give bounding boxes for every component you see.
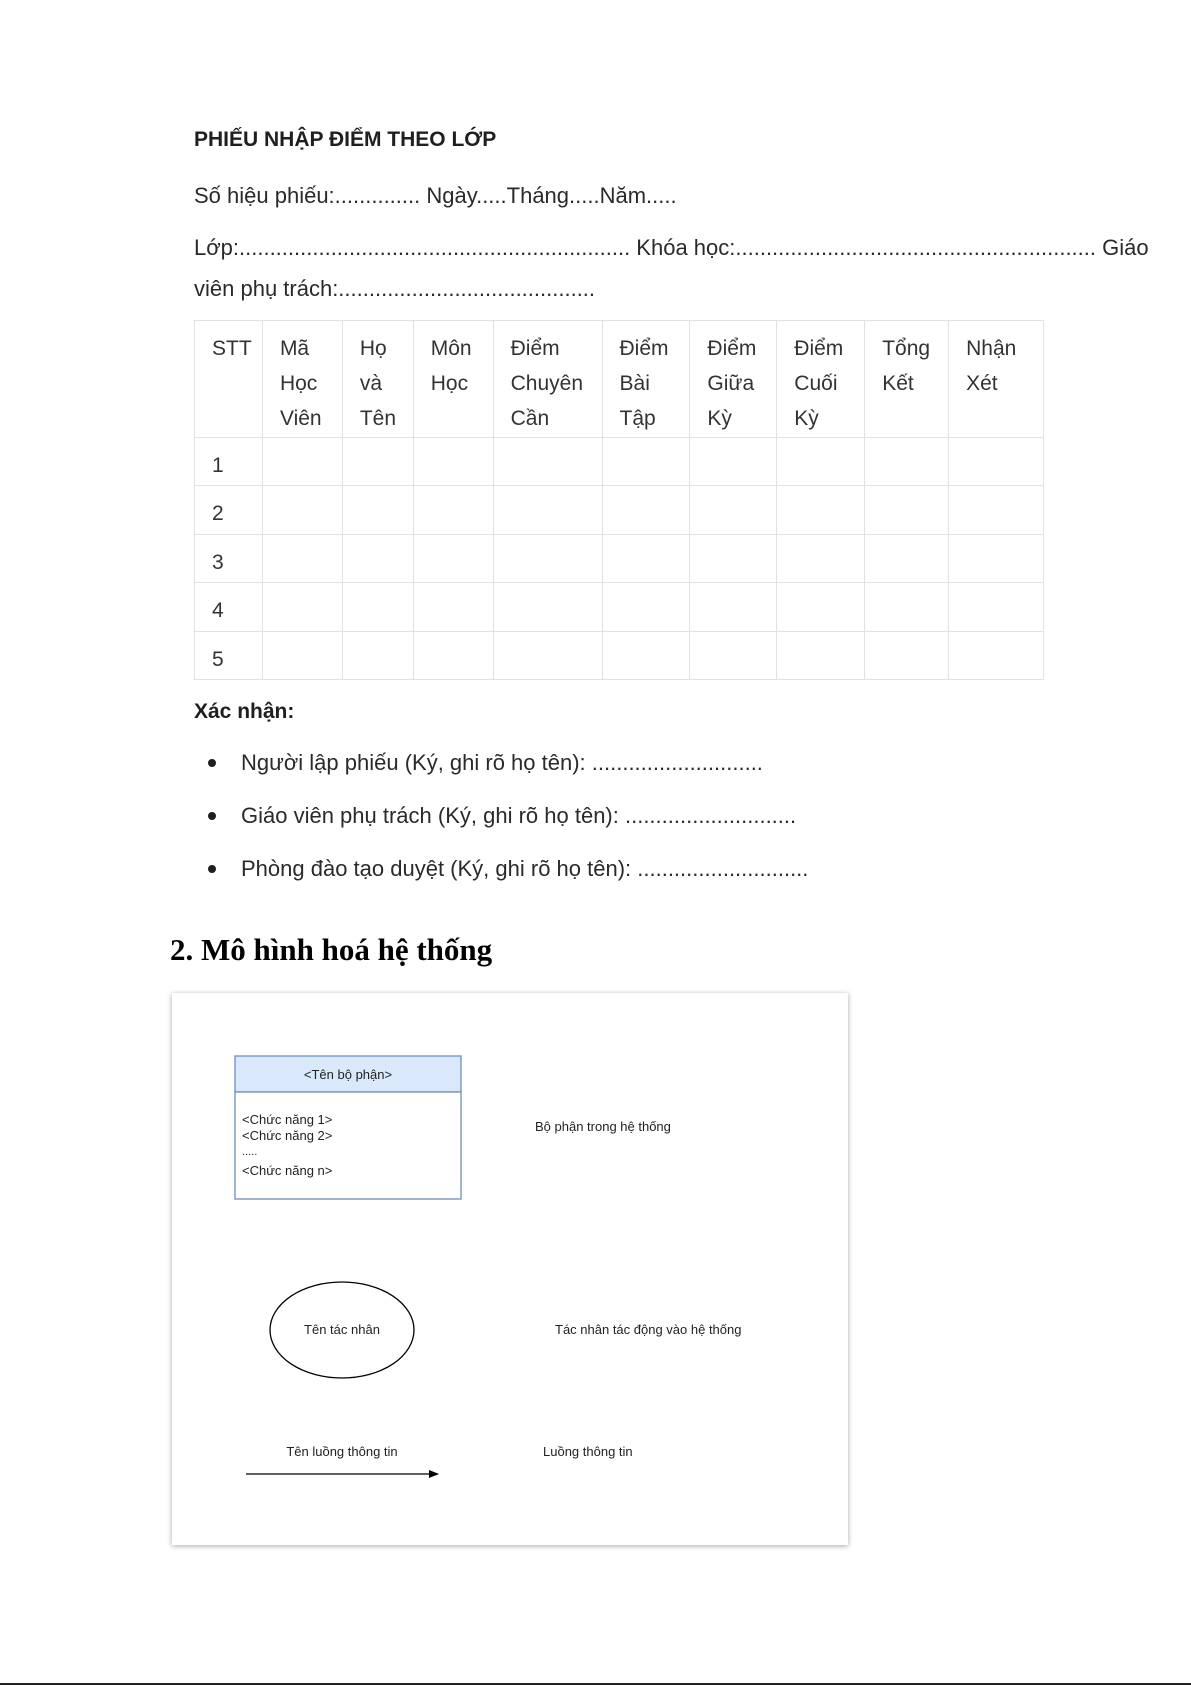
table-cell[interactable] (262, 583, 342, 631)
confirm-title: Xác nhận: (194, 700, 295, 723)
department-description: Bộ phận trong hệ thống (535, 1119, 671, 1134)
header-midterm-score: Điểm Giữa Kỳ (690, 321, 777, 438)
form-id-date-line: Số hiệu phiếu:.............. Ngày.....Tháng.....Năm..... (194, 183, 677, 208)
table-cell[interactable] (865, 631, 949, 679)
table-cell[interactable] (777, 438, 865, 486)
row-number: 1 (195, 438, 263, 486)
table-cell[interactable] (690, 486, 777, 534)
row-number: 4 (195, 583, 263, 631)
header-attendance-score: Điểm Chuyên Cần (493, 321, 602, 438)
table-cell[interactable] (690, 438, 777, 486)
table-cell[interactable] (493, 438, 602, 486)
table-cell[interactable] (602, 438, 690, 486)
table-cell[interactable] (342, 583, 413, 631)
list-item (194, 803, 808, 856)
table-cell[interactable] (342, 631, 413, 679)
table-cell[interactable] (690, 631, 777, 679)
department-function-n: <Chức năng n> (242, 1163, 333, 1178)
row-number: 3 (195, 534, 263, 582)
table-cell[interactable] (949, 534, 1044, 582)
bullet-icon (208, 865, 216, 873)
table-cell[interactable] (865, 534, 949, 582)
table-cell[interactable] (493, 631, 602, 679)
row-number: 2 (195, 486, 263, 534)
confirm-item-creator: Người lập phiếu (Ký, ghi rõ họ tên): ............................ (241, 750, 763, 775)
table-cell[interactable] (262, 486, 342, 534)
table-cell[interactable] (865, 438, 949, 486)
confirm-list (194, 750, 808, 909)
table-cell[interactable] (493, 486, 602, 534)
table-cell[interactable] (865, 486, 949, 534)
table-cell[interactable] (262, 631, 342, 679)
department-function-ellipsis: ..... (242, 1146, 258, 1158)
table-cell[interactable] (413, 534, 493, 582)
form-title: PHIẾU NHẬP ĐIỂM THEO LỚP (194, 128, 497, 151)
table-row (195, 486, 1044, 534)
table-cell[interactable] (777, 486, 865, 534)
form-class-course-line: Lớp:................................................................ Khóa học:........................................................... Giáo (194, 235, 1149, 260)
grade-entry-table (194, 320, 1044, 680)
header-student-code: Mã Học Viên (262, 321, 342, 438)
bullet-icon (208, 759, 216, 767)
header-remark: Nhận Xét (949, 321, 1044, 438)
department-box-body (235, 1092, 461, 1199)
row-number: 5 (195, 631, 263, 679)
table-cell[interactable] (602, 534, 690, 582)
confirm-item-training-office: Phòng đào tạo duyệt (Ký, ghi rõ họ tên): ............................ (241, 856, 809, 881)
actor-description: Tác nhân tác động vào hệ thống (555, 1322, 742, 1337)
department-function-1: <Chức năng 1> (242, 1112, 333, 1127)
table-row (195, 583, 1044, 631)
table-cell[interactable] (777, 631, 865, 679)
table-cell[interactable] (493, 534, 602, 582)
table-cell[interactable] (777, 583, 865, 631)
table-cell[interactable] (413, 631, 493, 679)
list-item (194, 856, 808, 909)
table-cell[interactable] (413, 486, 493, 534)
table-cell[interactable] (949, 631, 1044, 679)
bullet-icon (208, 812, 216, 820)
department-box-title: <Tên bộ phận> (303, 1067, 393, 1082)
table-row (195, 438, 1044, 486)
header-full-name: Họ và Tên (342, 321, 413, 438)
actor-label: Tên tác nhân (304, 1322, 380, 1337)
flow-label: Tên luồng thông tin (286, 1444, 398, 1459)
table-cell[interactable] (602, 631, 690, 679)
table-cell[interactable] (262, 534, 342, 582)
table-cell[interactable] (949, 438, 1044, 486)
table-cell[interactable] (777, 534, 865, 582)
diagram-legend (172, 993, 848, 1545)
table-row (195, 631, 1044, 679)
diagram-svg (172, 993, 848, 1545)
table-cell[interactable] (865, 583, 949, 631)
flow-description: Luồng thông tin (543, 1444, 633, 1459)
table-header-row (195, 321, 1044, 438)
header-subject: Môn Học (413, 321, 493, 438)
header-homework-score: Điểm Bài Tập (602, 321, 690, 438)
table-cell[interactable] (493, 583, 602, 631)
table-row (195, 534, 1044, 582)
table-cell[interactable] (690, 583, 777, 631)
form-teacher-line: viên phụ trách:.......................................... (194, 276, 596, 301)
table-cell[interactable] (342, 438, 413, 486)
table-cell[interactable] (602, 583, 690, 631)
list-item (194, 750, 808, 803)
header-stt: STT (195, 321, 263, 438)
header-final-score: Điểm Cuối Kỳ (777, 321, 865, 438)
table-cell[interactable] (413, 583, 493, 631)
department-function-2: <Chức năng 2> (242, 1128, 333, 1143)
table-cell[interactable] (949, 486, 1044, 534)
confirm-item-teacher: Giáo viên phụ trách (Ký, ghi rõ họ tên): ............................ (241, 803, 797, 828)
table-cell[interactable] (342, 486, 413, 534)
table-cell[interactable] (413, 438, 493, 486)
table-cell[interactable] (949, 583, 1044, 631)
section-heading: 2. Mô hình hoá hệ thống (170, 932, 493, 967)
table-cell[interactable] (602, 486, 690, 534)
table-cell[interactable] (690, 534, 777, 582)
table-cell[interactable] (262, 438, 342, 486)
header-total: Tổng Kết (865, 321, 949, 438)
table-cell[interactable] (342, 534, 413, 582)
